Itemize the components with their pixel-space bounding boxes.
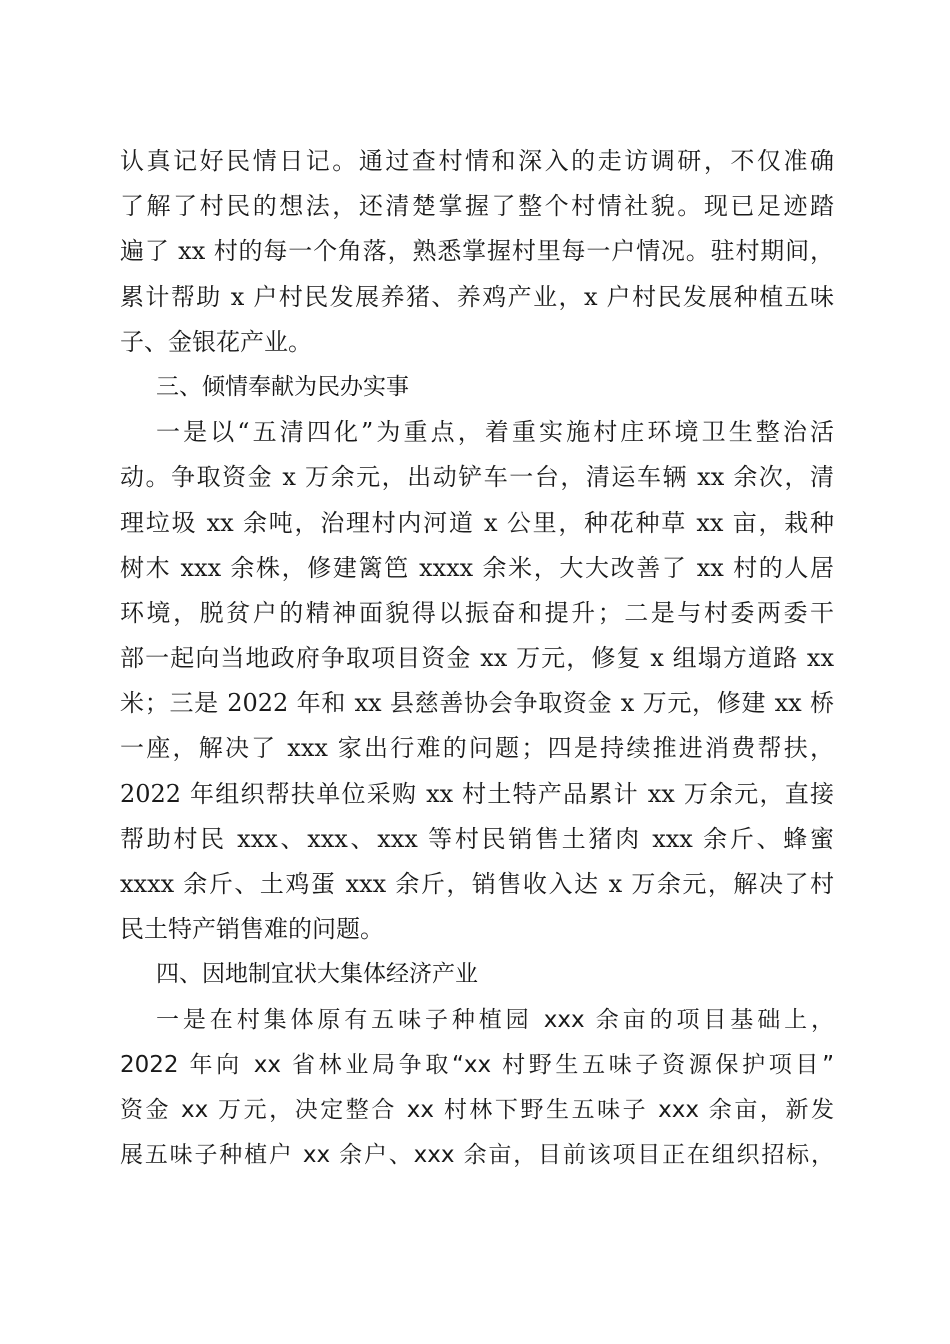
paragraph-practical-matters [120, 410, 834, 952]
text-line: 树木 xxx 余株，修建篱笆 xxxx 余米，大大改善了 xx 村的人居 [120, 553, 834, 582]
text-line: 米；三是 2022 年和 xx 县慈善协会争取资金 x 万元，修建 xx 桥 [120, 689, 834, 718]
text-line: 资金 xx 万元，决定整合 xx 村林下野生五味子 xxx 余亩，新发 [120, 1096, 834, 1123]
text-line: 展五味子种植户 xx 余户、xxx 余亩，目前该项目正在组织招标， [120, 1142, 834, 1169]
text-line: 部一起向当地政府争取项目资金 xx 万元，修复 x 组塌方道路 xx [120, 644, 834, 673]
text-line: 帮助村民 xxx、xxx、xxx 等村民销售土猪肉 xxx 余斤、蜂蜜 [120, 824, 834, 853]
text-line: 累计帮助 x 户村民发展养猪、养鸡产业，x 户村民发展种植五味 [120, 282, 834, 311]
text-line: 一是在村集体原有五味子种植园 xxx 余亩的项目基础上， [156, 1006, 834, 1033]
text-line: xxxx 余斤、土鸡蛋 xxx 余斤，销售收入达 x 万余元，解决了村 [120, 870, 834, 898]
paragraph-collective-economy [120, 998, 834, 1179]
text-line: 一座，解决了 xxx 家出行难的问题；四是持续推进消费帮扶， [120, 734, 834, 763]
section-heading-3: 三、倾情奉献为民办实事 [156, 373, 409, 400]
text-line: 理垃圾 xx 余吨，治理村内河道 x 公里，种花种草 xx 亩，栽种 [120, 508, 834, 537]
section-heading-4: 四、因地制宜状大集体经济产业 [156, 961, 478, 988]
text-line: 2022 年组织帮扶单位采购 xx 村土特产品累计 xx 万余元，直接 [120, 779, 834, 808]
text-line: 了解了村民的想法，还清楚掌握了整个村情社貌。现已足迹踏 [120, 192, 834, 221]
text-line: 子、金银花产业。 [120, 327, 312, 356]
text-line: 一是以“五清四化”为重点，着重实施村庄环境卫生整治活 [156, 418, 834, 447]
paragraph-village-diary [120, 139, 834, 365]
text-line: 认真记好民情日记。通过查村情和深入的走访调研，不仅准确 [120, 147, 834, 175]
document-body [120, 139, 834, 1178]
text-line: 2022 年向 xx 省林业局争取“xx 村野生五味子资源保护项目” [120, 1051, 834, 1078]
text-line: 环境，脱贫户的精神面貌得以振奋和提升；二是与村委两委干 [120, 598, 834, 627]
text-line: 遍了 xx 村的每一个角落，熟悉掌握村里每一户情况。驻村期间， [120, 237, 834, 266]
text-line: 动。争取资金 x 万余元，出动铲车一台，清运车辆 xx 余次，清 [120, 463, 834, 492]
text-line: 民土特产销售难的问题。 [120, 915, 384, 944]
